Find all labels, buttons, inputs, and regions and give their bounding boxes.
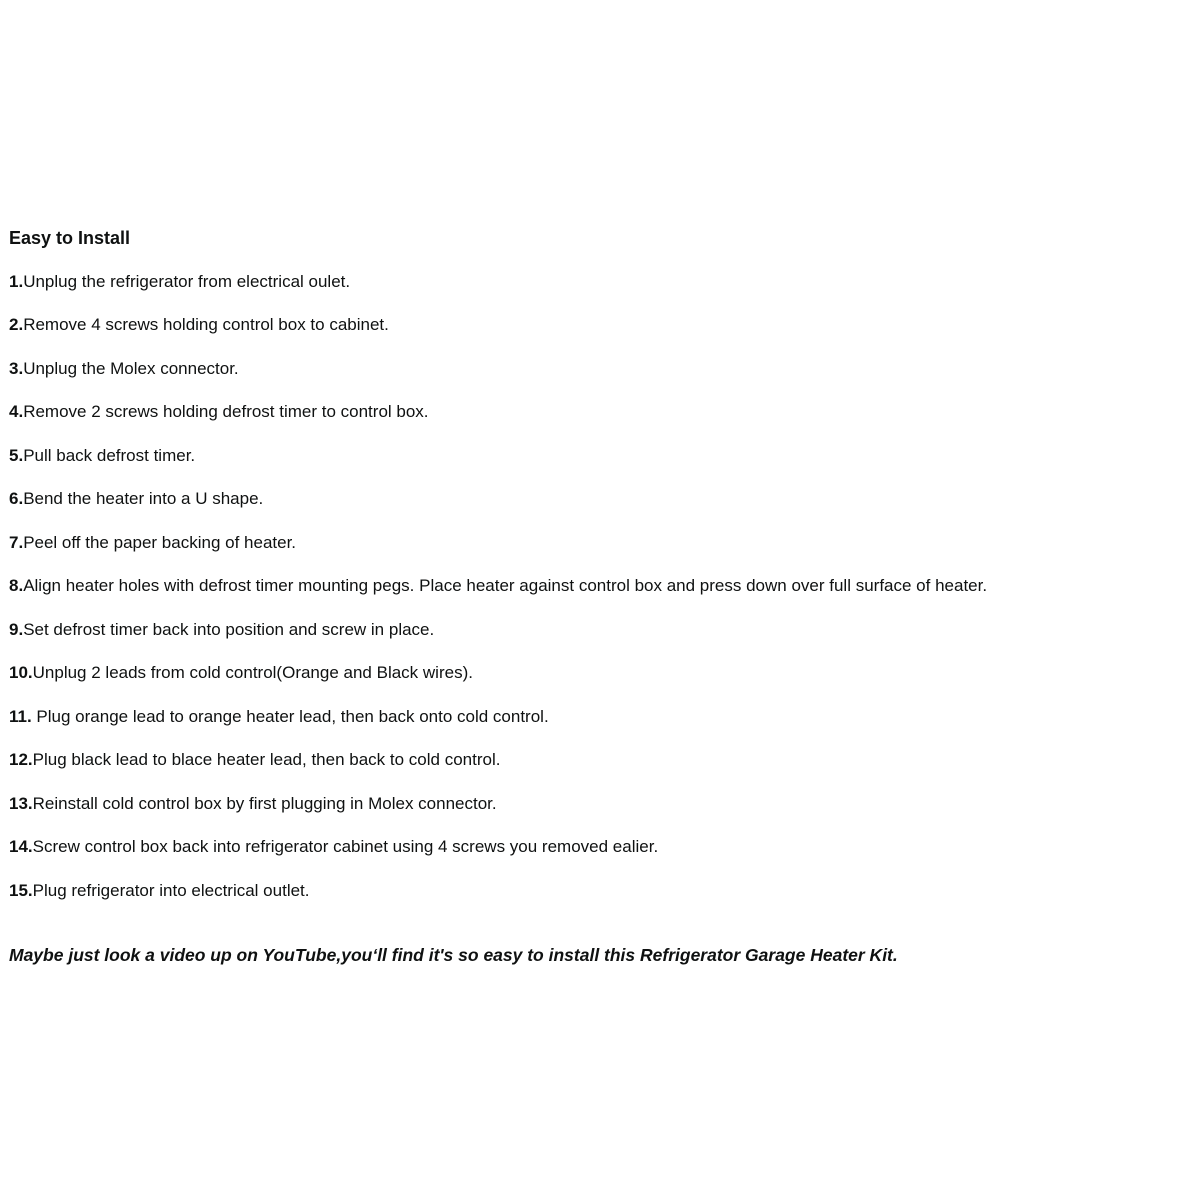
step-number: 14. [9, 837, 33, 856]
step-text: Plug refrigerator into electrical outlet. [32, 880, 310, 900]
instruction-step-14 [9, 837, 1188, 857]
instruction-step-6 [9, 489, 1188, 509]
step-number: 1. [9, 271, 24, 291]
section-heading: Easy to Install [9, 228, 131, 248]
step-number: 6. [9, 489, 24, 508]
step-text: Remove 2 screws holding defrost timer to control box. [23, 402, 429, 421]
step-text: Plug black lead to blace heater lead, then back to cold control. [32, 750, 501, 769]
instruction-step-11 [9, 707, 1188, 727]
instruction-step-1 [9, 272, 1188, 292]
step-text: Remove 4 screws holding control box to cabinet. [23, 315, 389, 334]
step-text: Bend the heater into a U shape. [23, 489, 264, 508]
instruction-step-4 [9, 402, 1188, 422]
step-number: 5. [9, 445, 24, 465]
step-text: Peel off the paper backing of heater. [23, 532, 297, 552]
step-text: Unplug the Molex connector. [23, 358, 239, 378]
instruction-step-3 [9, 359, 1188, 379]
step-number: 2. [9, 315, 24, 334]
instruction-step-10 [9, 663, 1188, 683]
step-number: 9. [9, 619, 24, 639]
step-number: 12. [9, 750, 33, 769]
step-number: 13. [9, 793, 33, 813]
step-number: 7. [9, 532, 24, 552]
step-text: Plug orange lead to orange heater lead, then back onto cold control. [31, 706, 549, 726]
youtube-tip-note: Maybe just look a video up on YouTube,you‘ll find it's so easy to install this Refrigerator Garage Heater Kit. [9, 944, 898, 965]
step-text: Align heater holes with defrost timer mounting pegs. Place heater against control box and press down over full surface of heater. [23, 576, 988, 595]
instruction-step-2 [9, 315, 1188, 335]
instruction-step-12 [9, 750, 1188, 770]
step-number: 11. [9, 706, 32, 726]
step-text: Unplug the refrigerator from electrical oulet. [23, 271, 351, 291]
instruction-step-7 [9, 533, 1188, 553]
instruction-step-13 [9, 794, 1188, 814]
step-number: 15. [9, 880, 33, 900]
instruction-step-9 [9, 620, 1188, 640]
step-number: 8. [9, 576, 24, 595]
instruction-step-15 [9, 881, 1188, 901]
step-number: 3. [9, 358, 24, 378]
step-text: Reinstall cold control box by first plugging in Molex connector. [32, 793, 497, 813]
step-text: Unplug 2 leads from cold control(Orange and Black wires). [32, 663, 473, 682]
instruction-step-5 [9, 446, 1188, 466]
step-text: Set defrost timer back into position and screw in place. [23, 619, 435, 639]
step-number: 10. [9, 663, 33, 682]
step-number: 4. [9, 402, 24, 421]
instruction-step-8 [9, 576, 1188, 596]
step-text: Screw control box back into refrigerator cabinet using 4 screws you removed ealier. [32, 837, 659, 856]
step-text: Pull back defrost timer. [23, 445, 196, 465]
